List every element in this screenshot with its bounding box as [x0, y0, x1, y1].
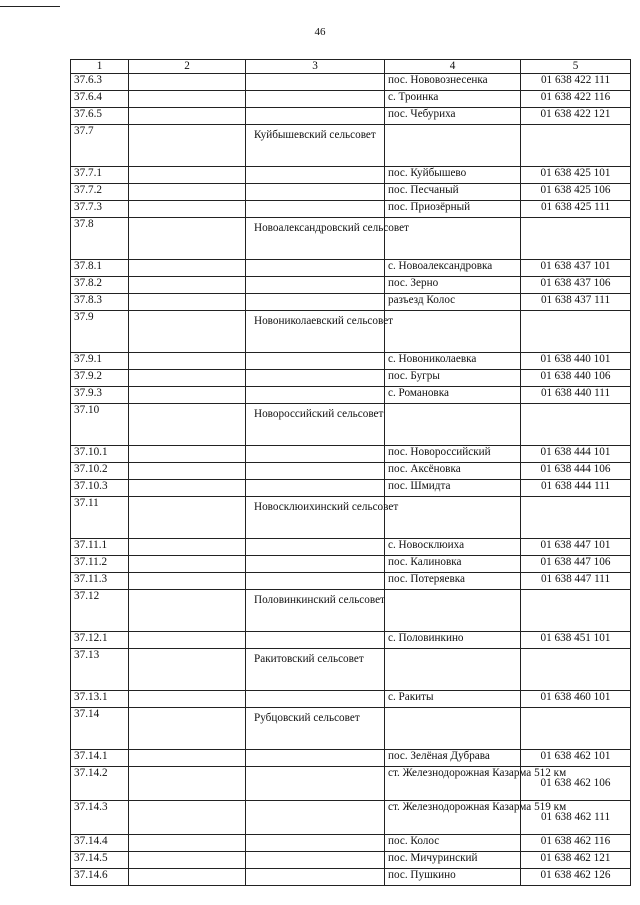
code-cell: 37.7.2	[71, 184, 129, 201]
table-row	[71, 260, 631, 277]
council-cell	[246, 260, 385, 277]
code-cell: 37.10.1	[71, 446, 129, 463]
page-number: 46	[314, 26, 326, 38]
table-row	[71, 691, 631, 708]
okato-code-cell: 01 638 447 111	[521, 573, 631, 590]
council-cell	[246, 91, 385, 108]
council-cell	[246, 167, 385, 184]
table-row	[71, 869, 631, 886]
table-row	[71, 353, 631, 370]
settlement-cell: с. Новоалександровка	[385, 260, 521, 277]
code-cell: 37.7.1	[71, 167, 129, 184]
code-cell: 37.11.2	[71, 556, 129, 573]
table-row	[71, 108, 631, 125]
header-col-2: 2	[129, 60, 246, 74]
corner-rule	[0, 6, 60, 7]
code-cell: 37.11	[71, 497, 129, 539]
table-row	[71, 852, 631, 869]
code-cell: 37.7	[71, 125, 129, 167]
okato-code-cell	[521, 218, 631, 260]
settlement-cell	[385, 708, 521, 750]
okato-code-cell	[521, 497, 631, 539]
empty-cell	[129, 852, 246, 869]
council-cell	[246, 801, 385, 835]
table-row	[71, 632, 631, 649]
okato-code-cell: 01 638 422 116	[521, 91, 631, 108]
council-cell	[246, 869, 385, 886]
table-row	[71, 167, 631, 184]
okato-code-cell: 01 638 425 111	[521, 201, 631, 218]
okato-code-cell: 01 638 425 101	[521, 167, 631, 184]
code-cell: 37.14	[71, 708, 129, 750]
empty-cell	[129, 463, 246, 480]
okato-code-cell: 01 638 462 116	[521, 835, 631, 852]
settlement-cell: ст. Железнодорожная Казарма 519 км	[385, 801, 521, 835]
okato-code-cell: 01 638 425 106	[521, 184, 631, 201]
table-row	[71, 404, 631, 446]
empty-cell	[129, 835, 246, 852]
code-cell: 37.6.4	[71, 91, 129, 108]
council-cell	[246, 852, 385, 869]
settlement-cell	[385, 649, 521, 691]
empty-cell	[129, 370, 246, 387]
table-row	[71, 446, 631, 463]
settlement-cell	[385, 311, 521, 353]
code-cell: 37.14.4	[71, 835, 129, 852]
empty-cell	[129, 201, 246, 218]
settlement-cell: пос. Аксёновка	[385, 463, 521, 480]
empty-cell	[129, 125, 246, 167]
council-cell	[246, 632, 385, 649]
council-cell	[246, 767, 385, 801]
council-cell: Куйбышевский сельсовет	[246, 125, 385, 167]
settlement-cell: ст. Железнодорожная Казарма 512 км	[385, 767, 521, 801]
empty-cell	[129, 277, 246, 294]
table-row	[71, 835, 631, 852]
code-cell: 37.10.2	[71, 463, 129, 480]
empty-cell	[129, 446, 246, 463]
okato-code-cell: 01 638 460 101	[521, 691, 631, 708]
empty-cell	[129, 539, 246, 556]
table-row	[71, 590, 631, 632]
code-cell: 37.14.6	[71, 869, 129, 886]
empty-cell	[129, 404, 246, 446]
empty-cell	[129, 74, 246, 91]
okato-code-cell	[521, 708, 631, 750]
settlement-cell: пос. Зелёная Дубрава	[385, 750, 521, 767]
empty-cell	[129, 750, 246, 767]
table-header	[71, 60, 631, 74]
empty-cell	[129, 497, 246, 539]
table-row	[71, 767, 631, 801]
settlement-cell: пос. Зерно	[385, 277, 521, 294]
settlement-cell	[385, 590, 521, 632]
settlement-cell: пос. Бугры	[385, 370, 521, 387]
code-cell: 37.9.2	[71, 370, 129, 387]
council-cell	[246, 539, 385, 556]
empty-cell	[129, 294, 246, 311]
council-cell: Ракитовский сельсовет	[246, 649, 385, 691]
empty-cell	[129, 480, 246, 497]
okato-code-cell: 01 638 422 121	[521, 108, 631, 125]
okato-code-cell: 01 638 462 106	[521, 767, 631, 801]
council-cell	[246, 835, 385, 852]
council-cell	[246, 446, 385, 463]
council-cell	[246, 463, 385, 480]
okato-code-cell: 01 638 451 101	[521, 632, 631, 649]
okato-code-cell: 01 638 462 126	[521, 869, 631, 886]
header-row	[71, 60, 631, 74]
code-cell: 37.6.5	[71, 108, 129, 125]
table-row	[71, 480, 631, 497]
council-cell: Новониколаевский сельсовет	[246, 311, 385, 353]
table-row	[71, 201, 631, 218]
settlement-cell: пос. Приозёрный	[385, 201, 521, 218]
council-cell: Рубцовский сельсовет	[246, 708, 385, 750]
empty-cell	[129, 649, 246, 691]
code-cell: 37.8.1	[71, 260, 129, 277]
empty-cell	[129, 387, 246, 404]
settlement-cell	[385, 125, 521, 167]
okato-code-cell: 01 638 447 101	[521, 539, 631, 556]
okato-code-cell: 01 638 422 111	[521, 74, 631, 91]
council-cell	[246, 184, 385, 201]
code-cell: 37.8	[71, 218, 129, 260]
table-row	[71, 801, 631, 835]
settlement-cell	[385, 497, 521, 539]
okato-code-cell	[521, 311, 631, 353]
code-cell: 37.9.1	[71, 353, 129, 370]
table-row	[71, 125, 631, 167]
council-cell	[246, 74, 385, 91]
empty-cell	[129, 218, 246, 260]
code-cell: 37.9	[71, 311, 129, 353]
table-row	[71, 556, 631, 573]
code-cell: 37.10	[71, 404, 129, 446]
table-row	[71, 277, 631, 294]
empty-cell	[129, 184, 246, 201]
okato-code-cell: 01 638 437 106	[521, 277, 631, 294]
okato-code-cell	[521, 125, 631, 167]
okato-code-cell: 01 638 444 101	[521, 446, 631, 463]
code-cell: 37.14.5	[71, 852, 129, 869]
empty-cell	[129, 767, 246, 801]
empty-cell	[129, 691, 246, 708]
okato-code-cell: 01 638 444 111	[521, 480, 631, 497]
table-row	[71, 218, 631, 260]
code-cell: 37.14.3	[71, 801, 129, 835]
table-row	[71, 573, 631, 590]
table-row	[71, 539, 631, 556]
council-cell	[246, 691, 385, 708]
settlement-cell: разъезд Колос	[385, 294, 521, 311]
settlement-cell: пос. Песчаный	[385, 184, 521, 201]
okato-code-cell: 01 638 440 111	[521, 387, 631, 404]
empty-cell	[129, 573, 246, 590]
council-cell	[246, 480, 385, 497]
settlement-cell: с. Ракиты	[385, 691, 521, 708]
settlement-cell: пос. Новороссийский	[385, 446, 521, 463]
settlement-cell: с. Половинкино	[385, 632, 521, 649]
table-row	[71, 463, 631, 480]
settlement-cell: с. Троинка	[385, 91, 521, 108]
settlement-cell: пос. Куйбышево	[385, 167, 521, 184]
council-cell: Половинкинский сельсовет	[246, 590, 385, 632]
okato-code-cell	[521, 404, 631, 446]
okato-code-cell: 01 638 444 106	[521, 463, 631, 480]
table-row	[71, 750, 631, 767]
empty-cell	[129, 91, 246, 108]
table-row	[71, 649, 631, 691]
okato-code-cell: 01 638 437 111	[521, 294, 631, 311]
code-cell: 37.8.3	[71, 294, 129, 311]
council-cell	[246, 370, 385, 387]
council-cell	[246, 201, 385, 218]
settlement-cell: пос. Мичуринский	[385, 852, 521, 869]
okato-code-cell: 01 638 440 106	[521, 370, 631, 387]
empty-cell	[129, 260, 246, 277]
okato-code-cell: 01 638 440 101	[521, 353, 631, 370]
code-cell: 37.13	[71, 649, 129, 691]
table-row	[71, 184, 631, 201]
code-cell: 37.7.3	[71, 201, 129, 218]
settlement-cell: пос. Чебуриха	[385, 108, 521, 125]
table-row	[71, 387, 631, 404]
settlement-cell: пос. Колос	[385, 835, 521, 852]
table-row	[71, 311, 631, 353]
settlements-table	[70, 59, 631, 886]
okato-code-cell: 01 638 462 101	[521, 750, 631, 767]
header-col-3: 3	[246, 60, 385, 74]
council-cell: Новосклюихинский сельсовет	[246, 497, 385, 539]
code-cell: 37.12.1	[71, 632, 129, 649]
header-col-1: 1	[71, 60, 129, 74]
okato-code-cell: 01 638 437 101	[521, 260, 631, 277]
empty-cell	[129, 556, 246, 573]
table-row	[71, 91, 631, 108]
code-cell: 37.11.3	[71, 573, 129, 590]
council-cell	[246, 556, 385, 573]
table-row	[71, 74, 631, 91]
empty-cell	[129, 708, 246, 750]
code-cell: 37.14.1	[71, 750, 129, 767]
empty-cell	[129, 353, 246, 370]
settlement-cell: пос. Калиновка	[385, 556, 521, 573]
code-cell: 37.11.1	[71, 539, 129, 556]
header-col-4: 4	[385, 60, 521, 74]
code-cell: 37.13.1	[71, 691, 129, 708]
code-cell: 37.9.3	[71, 387, 129, 404]
okato-code-cell	[521, 590, 631, 632]
code-cell: 37.10.3	[71, 480, 129, 497]
table-row	[71, 370, 631, 387]
council-cell	[246, 353, 385, 370]
council-cell	[246, 387, 385, 404]
settlement-cell: с. Романовка	[385, 387, 521, 404]
empty-cell	[129, 869, 246, 886]
table-row	[71, 497, 631, 539]
empty-cell	[129, 590, 246, 632]
empty-cell	[129, 311, 246, 353]
code-cell: 37.6.3	[71, 74, 129, 91]
code-cell: 37.14.2	[71, 767, 129, 801]
table-row	[71, 294, 631, 311]
empty-cell	[129, 801, 246, 835]
council-cell	[246, 750, 385, 767]
empty-cell	[129, 108, 246, 125]
okato-code-cell: 01 638 447 106	[521, 556, 631, 573]
okato-code-cell: 01 638 462 111	[521, 801, 631, 835]
settlement-cell	[385, 404, 521, 446]
code-cell: 37.8.2	[71, 277, 129, 294]
okato-code-cell	[521, 649, 631, 691]
council-cell: Новороссийский сельсовет	[246, 404, 385, 446]
okato-code-cell: 01 638 462 121	[521, 852, 631, 869]
settlement-cell: с. Новосклюиха	[385, 539, 521, 556]
settlement-cell: пос. Шмидта	[385, 480, 521, 497]
council-cell	[246, 294, 385, 311]
settlement-cell: пос. Нововознесенка	[385, 74, 521, 91]
settlement-cell: пос. Потеряевка	[385, 573, 521, 590]
empty-cell	[129, 167, 246, 184]
header-col-5: 5	[521, 60, 631, 74]
council-cell	[246, 108, 385, 125]
table-row	[71, 708, 631, 750]
council-cell	[246, 277, 385, 294]
council-cell	[246, 573, 385, 590]
settlement-cell: с. Новониколаевка	[385, 353, 521, 370]
settlement-cell: пос. Пушкино	[385, 869, 521, 886]
table-body	[71, 74, 631, 886]
code-cell: 37.12	[71, 590, 129, 632]
council-cell: Новоалександровский сельсовет	[246, 218, 385, 260]
empty-cell	[129, 632, 246, 649]
